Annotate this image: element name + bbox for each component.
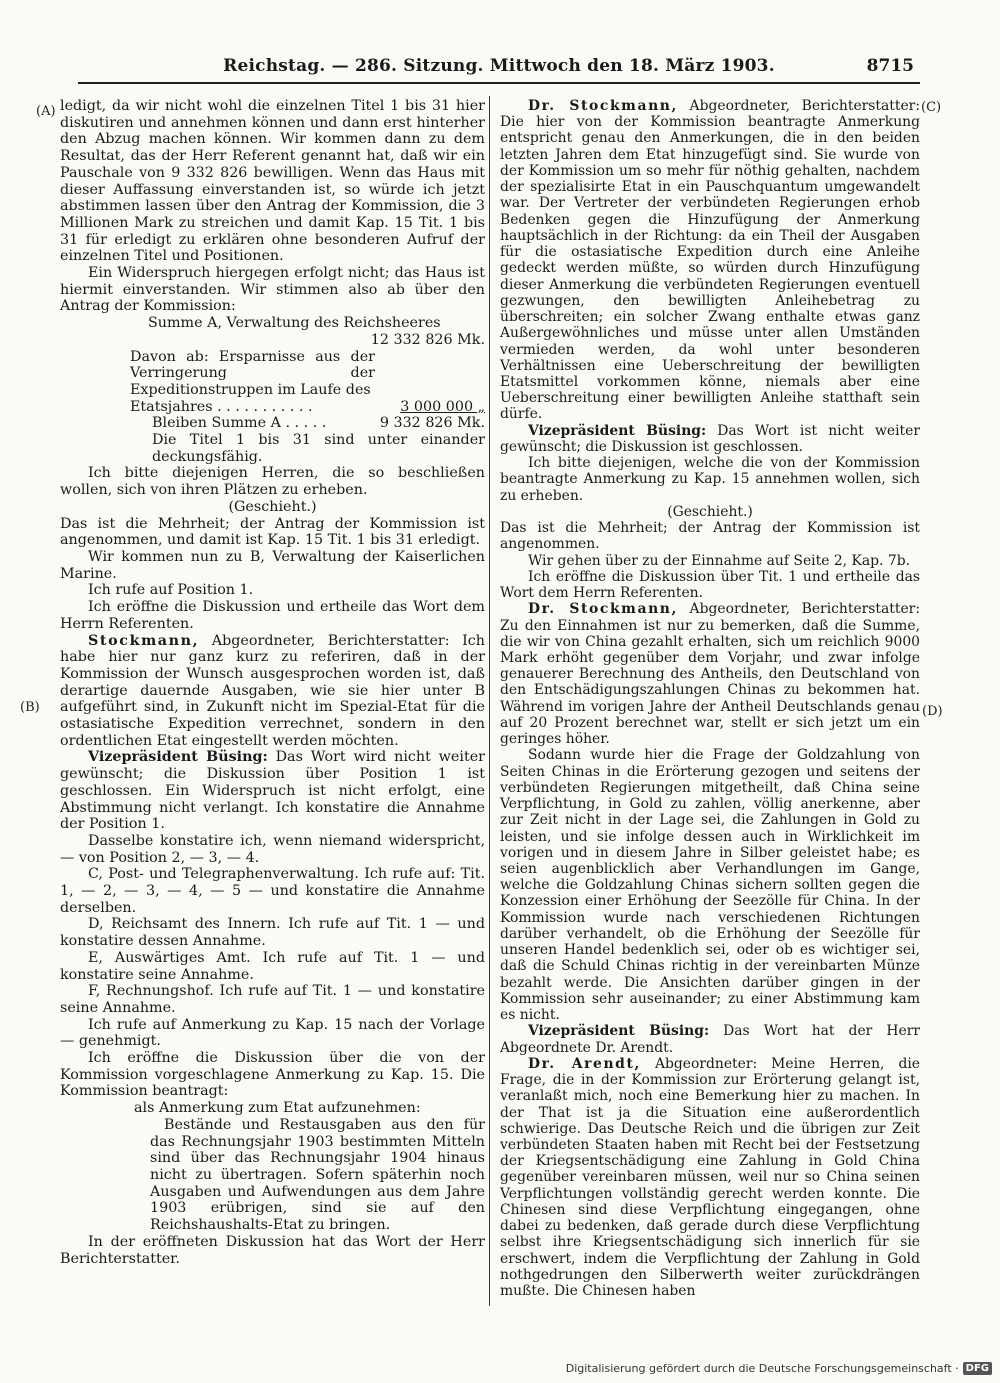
margin-marker-b: (B) [20, 700, 40, 715]
paragraph: Wir kommen nun zu B, Verwaltung der Kaiserlichen Marine. [60, 548, 485, 582]
geschieht-note: (Geschieht.) [228, 498, 317, 515]
davon-text: Davon ab: Ersparnisse aus der Verringerung der Expeditionstruppen im Laufe des [130, 348, 375, 398]
paragraph: C, Post- und Telegraphenverwaltung. Ich rufe auf: Tit. 1, — 2, — 3, — 4, — 5 — und konstatire die Annahme derselben. [60, 866, 485, 916]
left-column [60, 98, 485, 1267]
speech-text: Das Wort hat der Herr Abgeordnete Dr. Arendt. [500, 1023, 920, 1056]
bleiben-row [60, 415, 485, 432]
speech-text: Abgeordneter, Berichterstatter: Ich habe hier nur ganz kurz zu referiren, daß in der Kommission der Wunsch ausgesprochen worden ist, daß derartige dauernde Ausgaben, wie sie hier unter B aufgeführt sind, in Zukunft nicht im Spezial-Etat für die ostasiatische Expedition verrechnet, sondern in den ordentlichen Etat eingestellt werden möchten. [60, 632, 485, 749]
paragraph: F, Rechnungshof. Ich rufe auf Tit. 1 — und konstatire seine Annahme. [60, 983, 485, 1016]
bleiben-value: 9 332 826 Mk. [379, 415, 485, 432]
paragraph: Ich rufe auf Position 1. [88, 582, 254, 599]
speaker-name: Stockmann, [88, 632, 200, 649]
paragraph: In der eröffneten Diskussion hat das Wort der Herr Berichterstatter. [60, 1233, 485, 1267]
speaker-name: Dr. Stockmann, [528, 98, 678, 114]
speech-text: Abgeordneter, Berichterstatter: Zu den Einnahmen ist nur zu bemerken, daß die Summe, die wir von China gezahlt erhalten, sich um reichlich 9000 Mark erhöht gegenüber dem Vorjahr, und zwar infolge genauerer Berechnung des Antheils, den Deutschland von den Entschädigungszahlungen Chinas zu bekommen hat. Während im vorigen Jahre der Antheil Deutschlands genau auf 20 Prozent berechnet war, stellt er sich jetzt um ein geringes höher. [500, 601, 921, 748]
paragraph: Sodann wurde hier die Frage der Goldzahlung von Seiten Chinas in die Erörterung gezogen und seitens der verbündeten Regierungen mitgetheilt, daß China seine Verpflichtung, in Gold zu zahlen, völlig anerkenne, aber zur Zeit nicht in der Lage sei, die Zahlungen in Gold zu leisten, und sie infolge dessen auch in Wirklichkeit im vorigen und in diesem Jahre in Silber geleistet habe; es seien augenblicklich aber Verhandlungen im Gange, welche die Goldzahlung Chinas sichern sollten gegen die Konzession einer Erhöhung der Seezölle für China. In der Kommission wurde nach verschiedenen Richtungen darüber verhandelt, ob die Erhöhung der Seezölle für unseren Handel bedenklich sei, oder ob es wichtiger sei, daß die Schuld Chinas richtig in der vereinbarten Münze bezahlt werde. Die Ansichten darüber gingen in der Kommission sehr auseinander; zu einer Abstimmung kam es nicht. [500, 747, 920, 1024]
speaker-name: Vizepräsident Büsing: [528, 1023, 710, 1040]
bleiben-label: Bleiben Summe A . . . . . [152, 415, 327, 432]
paragraph: Die Titel 1 bis 31 sind unter einander deckungsfähig. [152, 432, 485, 465]
paragraph: Ich bitte diejenigen Herren, die so beschließen wollen, sich von ihren Plätzen zu erheben. [60, 465, 485, 499]
paragraph: Dasselbe konstatire ich, wenn niemand widerspricht, — von Position 2, — 3, — 4. [60, 832, 485, 866]
paragraph: Das ist die Mehrheit; der Antrag der Kommission ist angenommen. [500, 520, 920, 553]
paragraph: ledigt, da wir nicht wohl die einzelnen Titel 1 bis 31 hier diskutiren und annehmen können und dann erst hinterher den Abzug machen können. Wir kommen dann zu dem Resultat, das der Herr Referent genannt hat, daß wir ein Pauschale von 9 332 826 bewilligen. Wenn das Haus mit dieser Auffassung einverstanden ist, so würde ich jetzt abstimmen lassen über den Antrag der Kommission, die 3 Millionen Mark zu streichen und damit Kap. 15 Tit. 1 bis 31 für erledigt zu erklären ohne besonderen Aufruf der einzelnen Titel und Positionen. [60, 98, 485, 265]
column-divider [489, 96, 490, 1306]
margin-marker-a: (A) [36, 104, 56, 119]
digitization-credit [566, 1362, 992, 1375]
speech-arendt [500, 1056, 920, 1300]
right-column [500, 98, 920, 1299]
summe-value: 12 332 826 Mk. [370, 331, 485, 348]
speech-stockmann [500, 601, 920, 747]
etatsjahres-row [60, 399, 485, 416]
speaker-name: Dr. Stockmann, [528, 601, 678, 618]
paragraph: Ich rufe auf Anmerkung zu Kap. 15 nach der Vorlage — genehmigt. [60, 1016, 485, 1050]
margin-marker-d: (D) [922, 704, 943, 719]
speech-text: Abgeordneter: Meine Herren, die Frage, die in der Kommission zur Erörterung gelangt ist, veranlaßt mich, noch eine Bemerkung hier zu machen. In der That ist ja die Situation eine außerordentlich schwierige. Das Deutsche Reich und die übrigen zur Zeit verbündeten Staaten haben mit Recht bei der Festsetzung der Kriegsentschädigung eine Zahlung in Gold China gegenüber vereinbaren müssen, weil nur so China seinen Verpflichtungen vollständig gerecht werden konnte. Die Chinesen sind diese Verpflichtung eingegangen, ohne dabei zu bedenken, daß gerade durch diese Verpflichtung selbst ihre Kriegsentschädigung sich innerlich für sie erschwert, indem die Verpflichtung der Zahlung in Gold nothgedrungen den Silberwerth weiter zurückdrängen mußte. Die Chinesen haben [500, 1055, 921, 1300]
paragraph: als Anmerkung zum Etat aufzunehmen: [134, 1100, 421, 1117]
speech-stockmann [500, 98, 920, 423]
etatsjahres-value: 3 000 000 „ [400, 398, 485, 415]
paragraph: Ich eröffne die Diskussion und ertheile das Wort dem Herrn Referenten. [60, 599, 485, 632]
speech-vizepraesident [60, 749, 485, 833]
speech-vizepraesident [500, 423, 920, 455]
paragraph: D, Reichsamt des Innern. Ich rufe auf Tit. 1 — und konstatire dessen Annahme. [60, 916, 485, 950]
speaker-name: Vizepräsident Büsing: [88, 749, 268, 766]
summe-label: Summe A, Verwaltung des Reichsheeres [148, 315, 441, 332]
paragraph: Ein Widerspruch hiergegen erfolgt nicht; das Haus ist hiermit einverstanden. Wir stimmen also ab über den Antrag der Kommission: [60, 265, 485, 315]
paragraph: Wir gehen über zu der Einnahme auf Seite 2, Kap. 7b. [528, 552, 911, 569]
paragraph: E, Auswärtiges Amt. Ich rufe auf Tit. 1 — und konstatire seine Annahme. [60, 949, 485, 983]
speech-text: Abgeordneter, Berichterstatter: Die hier von der Kommission beantragte Anmerkung entspricht genau den Anmerkungen, die in den beiden letzten Jahren dem Etat hinzugefügt sind. Sie wurde von der Kommission um so mehr für nöthig gehalten, nachdem der spezialisirte Etat in ein Pauschquantum umgewandelt war. Der Vertreter der verbündeten Regierungen erhob Bedenken gegen die Hinzufügung der Anmerkung hauptsächlich in der Richtung: da ein Theil der Ausgaben für die ostasiatische Expedition durch eine Anleihe gedeckt werden müßte, so würden durch Hinzufügung dieser Anmerkung die verbündeten Regierungen eventuell gezwungen, den bewilligten Anleihebetrag zu überschreiten; ein solcher Zwang enthalte etwas ganz Außergewöhnliches und müsse unter allen Umständen vermieden werden, da wohl unter besonderen Verhältnissen eine Ueberschreitung der bewilligten Etatsmittel vorkommen könne, niemals aber eine Ueberschreitung einer bewilligten Anleihe statthaft sein dürfe. [500, 98, 921, 423]
speech-text: Das Wort wird nicht weiter gewünscht; die Diskussion über Position 1 ist geschlossen. Ein Widerspruch ist nicht erfolgt, eine Abstimmung nicht verlangt. Ich konstatire die Annahme der Position 1. [60, 749, 485, 833]
speech-stockmann [60, 633, 485, 750]
header-title: Reichstag. — 286. Sitzung. Mittwoch den 18. März 1903. [223, 56, 775, 76]
dfg-logo: DFG [963, 1362, 992, 1375]
speech-vizepraesident [500, 1023, 920, 1055]
margin-marker-c: (C) [921, 100, 942, 115]
paragraph: Ich eröffne die Diskussion über Tit. 1 und ertheile das Wort dem Herrn Referenten. [500, 568, 920, 602]
footer-text: Digitalisierung gefördert durch die Deutsche Forschungsgemeinschaft · [565, 1362, 959, 1375]
speaker-name: Dr. Arendt, [528, 1055, 641, 1072]
speech-text: Das Wort ist nicht weiter gewünscht; die Diskussion ist geschlossen. [500, 422, 920, 455]
geschieht-note: (Geschieht.) [667, 503, 753, 520]
page-header [78, 52, 920, 84]
speaker-name: Vizepräsident Büsing: [528, 422, 707, 439]
paragraph: Ich bitte diejenigen, welche die von der Kommission beantragte Anmerkung zu Kap. 15 annehmen wollen, sich zu erheben. [500, 455, 920, 504]
etatsjahres-label: Etatsjahres . . . . . . . . . . . [130, 398, 313, 415]
paragraph: Das ist die Mehrheit; der Antrag der Kommission ist angenommen, und damit ist Kap. 15 Tit. 1 bis 31 erledigt. [60, 515, 485, 549]
quoted-amendment: Bestände und Restausgaben aus den für das Rechnungsjahr 1903 bestimmten Mitteln sind über das Rechnungsjahr 1904 hinaus nicht zu übertragen. Sofern späterhin noch Ausgaben und Aufwendungen aus dem Jahre 1903 erübrigen, sind sie auf den Reichshaushalts-Etat zu bringen. [150, 1116, 485, 1234]
page-number: 8715 [866, 56, 914, 76]
paragraph: Ich eröffne die Diskussion über die von der Kommission vorgeschlagene Anmerkung zu Kap. 15. Die Kommission beantragt: [60, 1050, 485, 1100]
